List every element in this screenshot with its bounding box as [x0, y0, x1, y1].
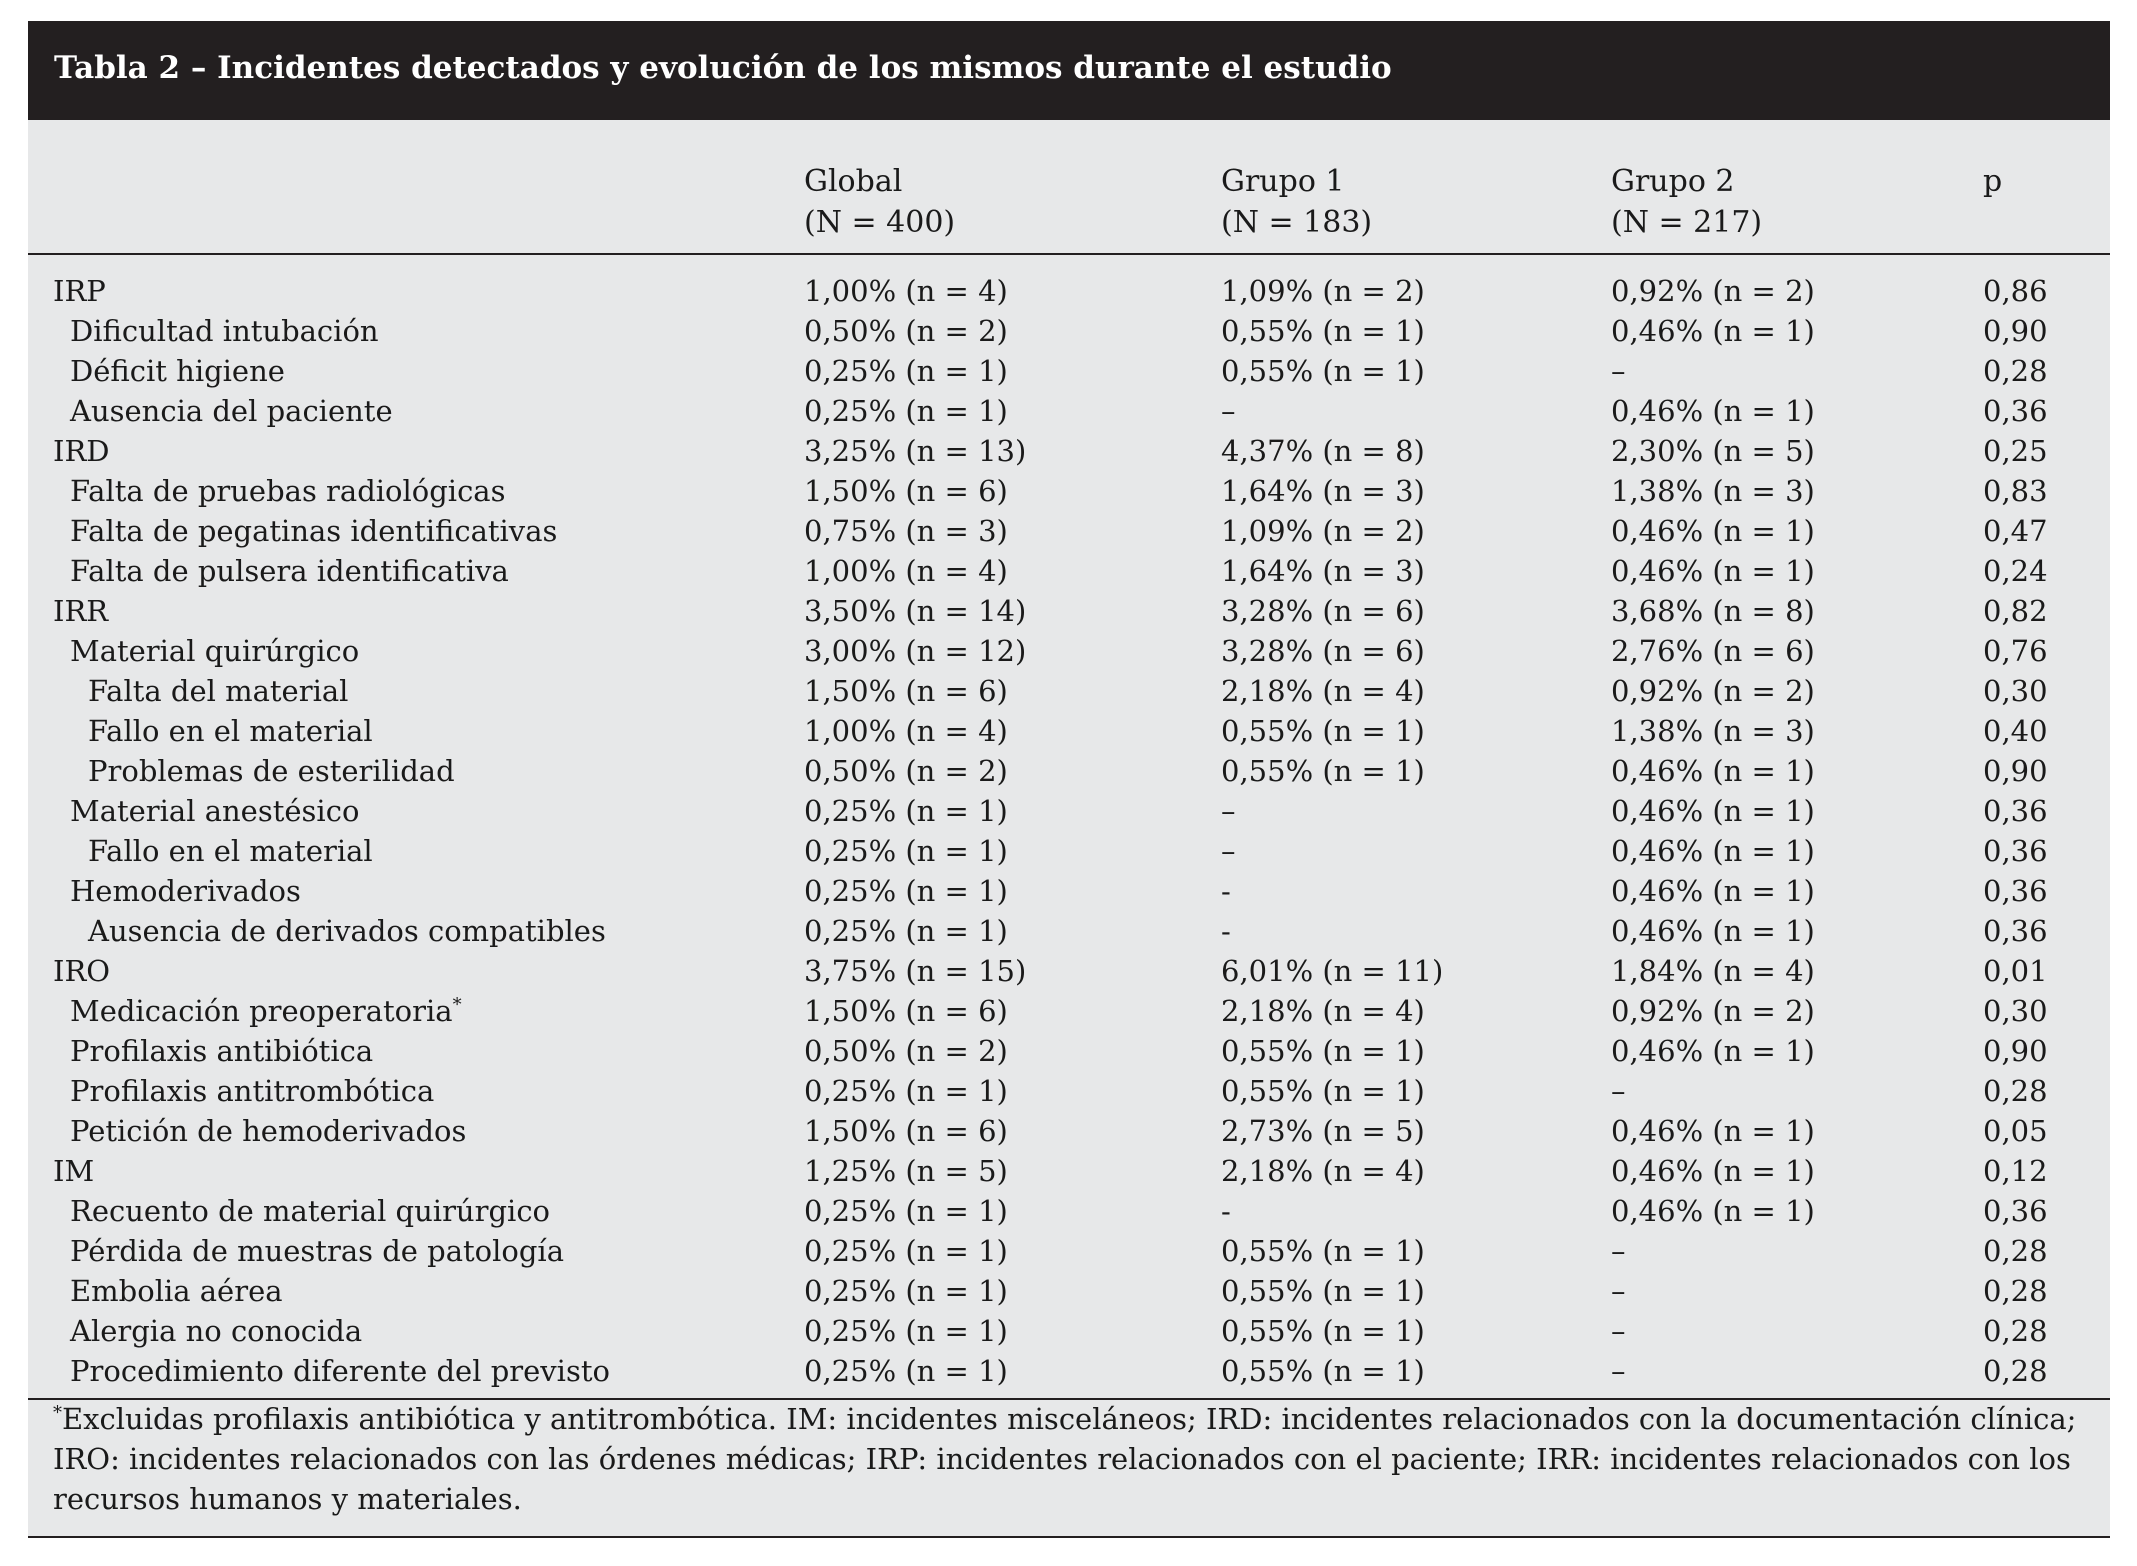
cell-global: 0,25% (n = 1): [804, 1314, 1008, 1348]
cell-grupo-2: –: [1611, 1354, 1626, 1388]
column-header-p: [1983, 161, 2002, 202]
row-label: [70, 1231, 564, 1271]
row-label-text: Problemas de esterilidad: [88, 754, 455, 788]
cell-p-value: 0,36: [1983, 834, 2048, 868]
row-label-text: Falta de pruebas radiológicas: [70, 474, 506, 508]
row-label-text: Alergia no conocida: [70, 1314, 363, 1348]
cell-global: 0,25% (n = 1): [804, 354, 1008, 388]
cell-global: 1,25% (n = 5): [804, 1154, 1008, 1188]
cell-grupo-1: 0,55% (n = 1): [1221, 1234, 1425, 1268]
row-label: [70, 311, 379, 351]
row-label-text: Profilaxis antibiótica: [70, 1034, 374, 1068]
table-row: [28, 311, 2110, 351]
row-label-text: Fallo en el material: [88, 834, 373, 868]
row-label-text: Pérdida de muestras de patología: [70, 1234, 564, 1268]
row-label: [70, 1191, 550, 1231]
cell-grupo-2: 1,38% (n = 3): [1611, 714, 1815, 748]
cell-global: 1,00% (n = 4): [804, 554, 1008, 588]
column-header-grupo-2: [1611, 161, 1762, 243]
table-row: [28, 951, 2110, 991]
cell-p-value: 0,28: [1983, 1354, 2048, 1388]
table-row: [28, 1271, 2110, 1311]
cell-p-value: 0,36: [1983, 914, 2048, 948]
cell-grupo-2: 2,30% (n = 5): [1611, 434, 1815, 468]
table-row: [28, 1151, 2110, 1191]
cell-global: 0,50% (n = 2): [804, 314, 1008, 348]
row-label: [88, 911, 606, 951]
column-header-grupo-1: [1221, 161, 1372, 243]
column-header-n: (N = 400): [804, 205, 956, 240]
table-row: [28, 1311, 2110, 1351]
row-label-text: Hemoderivados: [70, 874, 301, 908]
cell-global: 0,50% (n = 2): [804, 1034, 1008, 1068]
cell-grupo-1: -: [1221, 1194, 1231, 1228]
column-header-global: [804, 161, 955, 243]
cell-p-value: 0,28: [1983, 1314, 2048, 1348]
cell-grupo-2: 0,46% (n = 1): [1611, 1154, 1815, 1188]
cell-grupo-1: 0,55% (n = 1): [1221, 754, 1425, 788]
row-label: [88, 671, 348, 711]
cell-grupo-1: 0,55% (n = 1): [1221, 314, 1425, 348]
cell-grupo-1: 4,37% (n = 8): [1221, 434, 1425, 468]
row-label: [70, 1271, 283, 1311]
cell-p-value: 0,30: [1983, 994, 2048, 1028]
cell-global: 0,75% (n = 3): [804, 514, 1008, 548]
cell-grupo-1: 0,55% (n = 1): [1221, 1274, 1425, 1308]
cell-p-value: 0,47: [1983, 514, 2048, 548]
cell-grupo-1: 0,55% (n = 1): [1221, 1314, 1425, 1348]
table-row: [28, 791, 2110, 831]
table-row: [28, 391, 2110, 431]
row-label-text: Procedimiento diferente del previsto: [70, 1354, 610, 1388]
cell-p-value: 0,30: [1983, 674, 2048, 708]
cell-global: 0,25% (n = 1): [804, 1234, 1008, 1268]
cell-global: 1,50% (n = 6): [804, 994, 1008, 1028]
table-bottom-rule: [28, 1536, 2110, 1538]
table-row: [28, 751, 2110, 791]
column-header-name: Grupo 1: [1221, 164, 1345, 199]
row-label: [88, 711, 373, 751]
cell-global: 1,00% (n = 4): [804, 274, 1008, 308]
cell-grupo-2: 1,38% (n = 3): [1611, 474, 1815, 508]
row-label-text: Falta de pulsera identificativa: [70, 554, 509, 588]
table-row: [28, 1111, 2110, 1151]
cell-p-value: 0,86: [1983, 274, 2048, 308]
table-row: [28, 631, 2110, 671]
row-label-text: Ausencia de derivados compatibles: [88, 914, 606, 948]
cell-global: 0,25% (n = 1): [804, 834, 1008, 868]
row-label-text: Ausencia del paciente: [70, 394, 393, 428]
table-row: [28, 471, 2110, 511]
cell-global: 0,50% (n = 2): [804, 754, 1008, 788]
cell-grupo-2: 0,46% (n = 1): [1611, 914, 1815, 948]
cell-grupo-1: 0,55% (n = 1): [1221, 1354, 1425, 1388]
title-bar: [28, 21, 2110, 120]
cell-p-value: 0,90: [1983, 754, 2048, 788]
row-label-text: IM: [53, 1154, 95, 1188]
cell-grupo-1: 2,18% (n = 4): [1221, 674, 1425, 708]
cell-p-value: 0,28: [1983, 1234, 2048, 1268]
cell-grupo-2: 3,68% (n = 8): [1611, 594, 1815, 628]
cell-p-value: 0,28: [1983, 1074, 2048, 1108]
row-label-text: Falta de pegatinas identificativas: [70, 514, 558, 548]
row-label: [70, 1351, 610, 1391]
table-title: Tabla 2 – Incidentes detectados y evolución de los mismos durante el estudio: [54, 50, 1392, 86]
table-row: [28, 1031, 2110, 1071]
row-label-text: Déficit higiene: [70, 354, 285, 388]
column-header-n: (N = 217): [1611, 205, 1763, 240]
cell-global: 3,25% (n = 13): [804, 434, 1027, 468]
cell-grupo-2: 0,46% (n = 1): [1611, 834, 1815, 868]
row-label: [70, 631, 359, 671]
row-label-text: Profilaxis antitrombótica: [70, 1074, 435, 1108]
footnote-marker: *: [53, 1402, 62, 1424]
cell-p-value: 0,90: [1983, 314, 2048, 348]
row-label: [70, 791, 359, 831]
cell-p-value: 0,40: [1983, 714, 2048, 748]
column-header-name: p: [1983, 164, 2003, 199]
cell-global: 0,25% (n = 1): [804, 914, 1008, 948]
cell-global: 3,75% (n = 15): [804, 954, 1027, 988]
cell-grupo-2: 0,92% (n = 2): [1611, 274, 1815, 308]
cell-grupo-1: -: [1221, 914, 1231, 948]
cell-p-value: 0,05: [1983, 1114, 2048, 1148]
cell-grupo-1: 1,64% (n = 3): [1221, 554, 1425, 588]
row-label: [70, 391, 393, 431]
cell-grupo-2: 0,46% (n = 1): [1611, 514, 1815, 548]
cell-grupo-2: 0,46% (n = 1): [1611, 754, 1815, 788]
row-label: [70, 551, 509, 591]
column-header-n: (N = 183): [1221, 205, 1373, 240]
row-label-text: Falta del material: [88, 674, 349, 708]
cell-global: 0,25% (n = 1): [804, 1274, 1008, 1308]
cell-grupo-2: –: [1611, 1274, 1626, 1308]
cell-p-value: 0,25: [1983, 434, 2048, 468]
cell-grupo-1: 3,28% (n = 6): [1221, 634, 1425, 668]
cell-grupo-2: –: [1611, 1234, 1626, 1268]
row-label: [70, 511, 557, 551]
table-row: [28, 511, 2110, 551]
cell-global: 0,25% (n = 1): [804, 1074, 1008, 1108]
cell-grupo-2: 0,46% (n = 1): [1611, 554, 1815, 588]
row-label-text: Material anestésico: [70, 794, 360, 828]
cell-grupo-1: –: [1221, 794, 1236, 828]
table-card: [28, 21, 2110, 1538]
row-label: [53, 1151, 94, 1191]
row-label: [70, 471, 505, 511]
row-label: [70, 871, 301, 911]
row-label: [53, 591, 108, 631]
cell-grupo-2: 0,46% (n = 1): [1611, 1034, 1815, 1068]
table-row: [28, 671, 2110, 711]
footnote-text: Excluidas profilaxis antibiótica y antitrombótica. IM: incidentes misceláneos; IRD: incidentes relacionados con la documentación clínica; IRO: incidentes relacionados con las órdenes médicas; IRP: incidentes relacionados con el paciente; IRR: incidentes relacionados con los recursos humanos y materiales.: [53, 1402, 2077, 1516]
cell-global: 0,25% (n = 1): [804, 1194, 1008, 1228]
cell-grupo-1: –: [1221, 394, 1236, 428]
cell-grupo-2: –: [1611, 1314, 1626, 1348]
table-row: [28, 591, 2110, 631]
cell-global: 3,50% (n = 14): [804, 594, 1027, 628]
cell-grupo-1: 1,64% (n = 3): [1221, 474, 1425, 508]
row-label-text: Material quirúrgico: [70, 634, 360, 668]
cell-p-value: 0,28: [1983, 354, 2048, 388]
cell-p-value: 0,36: [1983, 794, 2048, 828]
row-label-text: Embolia aérea: [70, 1274, 283, 1308]
cell-global: 1,50% (n = 6): [804, 474, 1008, 508]
row-label-text: Recuento de material quirúrgico: [70, 1194, 551, 1228]
cell-p-value: 0,83: [1983, 474, 2048, 508]
cell-grupo-2: 0,92% (n = 2): [1611, 674, 1815, 708]
table-row: [28, 431, 2110, 471]
table-row: [28, 911, 2110, 951]
cell-p-value: 0,76: [1983, 634, 2048, 668]
cell-global: 0,25% (n = 1): [804, 874, 1008, 908]
table-row: [28, 351, 2110, 391]
cell-grupo-2: 0,92% (n = 2): [1611, 994, 1815, 1028]
cell-grupo-2: 0,46% (n = 1): [1611, 1114, 1815, 1148]
cell-grupo-1: 2,73% (n = 5): [1221, 1114, 1425, 1148]
table-row: [28, 1351, 2110, 1391]
row-label: [88, 751, 455, 791]
cell-grupo-2: –: [1611, 354, 1626, 388]
cell-grupo-2: 1,84% (n = 4): [1611, 954, 1815, 988]
cell-grupo-1: 3,28% (n = 6): [1221, 594, 1425, 628]
table-row: [28, 1191, 2110, 1231]
table-row: [28, 711, 2110, 751]
table-row: [28, 551, 2110, 591]
cell-grupo-1: 2,18% (n = 4): [1221, 1154, 1425, 1188]
cell-grupo-1: 6,01% (n = 11): [1221, 954, 1444, 988]
footnote: [53, 1399, 2083, 1519]
row-label-text: Fallo en el material: [88, 714, 373, 748]
cell-grupo-2: 0,46% (n = 1): [1611, 394, 1815, 428]
cell-p-value: 0,28: [1983, 1274, 2048, 1308]
row-label: [70, 1071, 434, 1111]
cell-grupo-1: 0,55% (n = 1): [1221, 1034, 1425, 1068]
table-row: [28, 991, 2110, 1031]
table-row: [28, 831, 2110, 871]
cell-grupo-2: 0,46% (n = 1): [1611, 1194, 1815, 1228]
cell-global: 1,50% (n = 6): [804, 674, 1008, 708]
row-label: [88, 831, 373, 871]
table-row: [28, 271, 2110, 311]
row-label-text: IRP: [53, 274, 106, 308]
row-label: [70, 351, 285, 391]
cell-p-value: 0,24: [1983, 554, 2048, 588]
header-divider: [28, 253, 2110, 255]
column-header-name: Global: [804, 164, 903, 199]
row-label: [70, 1031, 373, 1071]
row-label: [53, 951, 110, 991]
cell-grupo-2: 0,46% (n = 1): [1611, 874, 1815, 908]
table-row: [28, 1071, 2110, 1111]
cell-global: 0,25% (n = 1): [804, 394, 1008, 428]
cell-p-value: 0,12: [1983, 1154, 2048, 1188]
cell-grupo-2: 2,76% (n = 6): [1611, 634, 1815, 668]
row-label: [53, 431, 110, 471]
row-label-text: Petición de hemoderivados: [70, 1114, 467, 1148]
cell-p-value: 0,36: [1983, 394, 2048, 428]
cell-grupo-2: 0,46% (n = 1): [1611, 314, 1815, 348]
cell-grupo-1: 0,55% (n = 1): [1221, 714, 1425, 748]
cell-grupo-1: 1,09% (n = 2): [1221, 514, 1425, 548]
cell-p-value: 0,01: [1983, 954, 2048, 988]
row-label: [70, 1311, 362, 1351]
cell-grupo-2: –: [1611, 1074, 1626, 1108]
cell-p-value: 0,90: [1983, 1034, 2048, 1068]
cell-global: 0,25% (n = 1): [804, 1354, 1008, 1388]
table-row: [28, 1231, 2110, 1271]
row-label: [70, 1111, 466, 1151]
row-label-text: Medicación preoperatoria: [70, 994, 453, 1028]
row-label-text: IRR: [53, 594, 109, 628]
cell-p-value: 0,36: [1983, 874, 2048, 908]
cell-grupo-1: -: [1221, 874, 1231, 908]
cell-grupo-1: 2,18% (n = 4): [1221, 994, 1425, 1028]
table-body: [28, 271, 2110, 1391]
cell-grupo-1: 0,55% (n = 1): [1221, 1074, 1425, 1108]
row-label: [70, 991, 462, 1031]
cell-grupo-1: 1,09% (n = 2): [1221, 274, 1425, 308]
cell-grupo-1: –: [1221, 834, 1236, 868]
row-label-text: IRO: [53, 954, 111, 988]
cell-p-value: 0,82: [1983, 594, 2048, 628]
row-label-text: IRD: [53, 434, 110, 468]
footnote-marker: *: [452, 994, 462, 1016]
cell-global: 0,25% (n = 1): [804, 794, 1008, 828]
cell-global: 1,50% (n = 6): [804, 1114, 1008, 1148]
table-row: [28, 871, 2110, 911]
row-label: [53, 271, 106, 311]
cell-grupo-2: 0,46% (n = 1): [1611, 794, 1815, 828]
cell-global: 3,00% (n = 12): [804, 634, 1027, 668]
cell-global: 1,00% (n = 4): [804, 714, 1008, 748]
cell-grupo-1: 0,55% (n = 1): [1221, 354, 1425, 388]
row-label-text: Dificultad intubación: [70, 314, 379, 348]
cell-p-value: 0,36: [1983, 1194, 2048, 1228]
column-header-name: Grupo 2: [1611, 164, 1735, 199]
